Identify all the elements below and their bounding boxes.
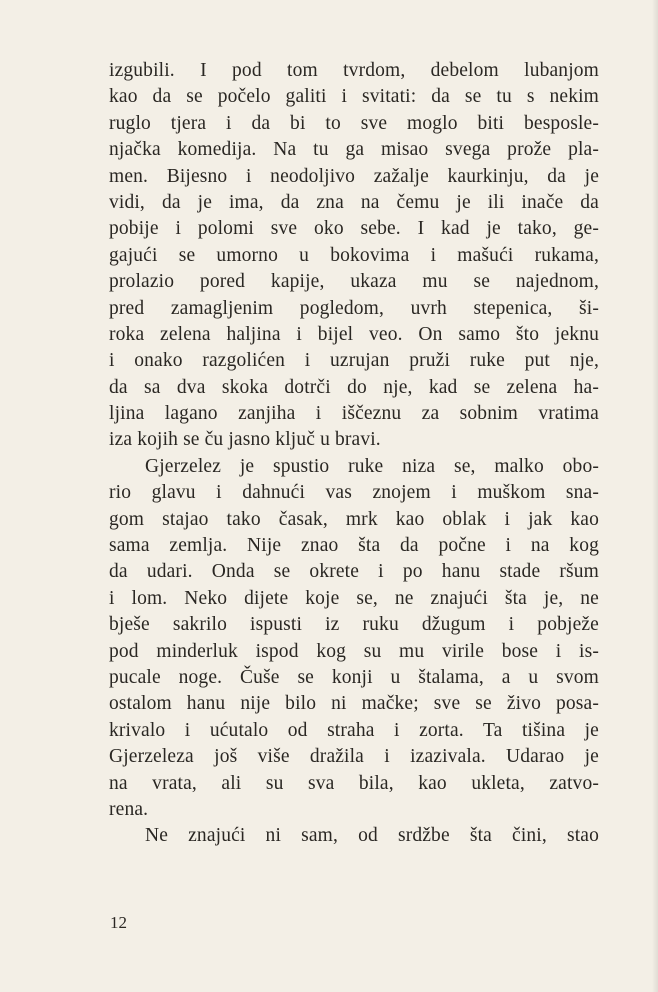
- text-line: Ne znajući ni sam, od srdžbe šta čini, stao: [145, 825, 599, 847]
- text-line: i onako razgolićen i uzrujan pruži ruke put nje,: [109, 350, 599, 372]
- text-line: krivalo i ućutalo od straha i zorta. Ta tišina je: [109, 719, 599, 741]
- text-line: vidi, da je ima, da zna na čemu je ili inače da: [109, 191, 599, 213]
- text-line: da sa dva skoka dotrči do nje, kad se zelena ha-: [109, 376, 599, 398]
- text-line: na vrata, ali su sva bila, kao ukleta, zatvo-: [109, 772, 599, 794]
- text-line: bješe sakrilo ispusti iz ruku džugum i pobježe: [109, 614, 599, 636]
- text-line: men. Bijesno i neodoljivo zažalje kaurkinju, da je: [109, 165, 599, 187]
- text-line: pred zamagljenim pogledom, uvrh stepenica, ši-: [109, 297, 599, 319]
- text-line: roka zelena haljina i bijel veo. On samo što jeknu: [109, 323, 599, 345]
- text-line: izgubili. I pod tom tvrdom, debelom lubanjom: [109, 60, 599, 81]
- page-number: 12: [110, 913, 127, 932]
- text-line: sama zemlja. Nije znao šta da počne i na kog: [109, 535, 599, 557]
- text-line: kao da se počelo galiti i svitati: da se tu s nekim: [109, 86, 599, 108]
- page-edge-shadow: [652, 0, 658, 992]
- text-line: ostalom hanu nije bilo ni mačke; sve se živo posa-: [109, 693, 599, 715]
- text-line: pucale noge. Čuše se konji u štalama, a u svom: [109, 666, 599, 688]
- text-line: rena.: [109, 798, 149, 820]
- text-line: ruglo tjera i da bi to sve moglo biti besposle-: [109, 112, 599, 134]
- text-line: gom stajao tako časak, mrk kao oblak i jak kao: [109, 508, 599, 530]
- text-line: Gjerzeleza još više dražila i izazivala. Udarao je: [109, 746, 599, 768]
- text-line: njačka komedija. Na tu ga misao svega prože pla-: [109, 139, 599, 161]
- text-line: rio glavu i dahnući vas znojem i muškom sna-: [109, 482, 599, 504]
- text-line: prolazio pored kapije, ukaza mu se najednom,: [109, 271, 599, 293]
- text-line: gajući se umorno u bokovima i mašući rukama,: [109, 244, 599, 266]
- text-line: da udari. Onda se okrete i po hanu stade ršum: [109, 561, 599, 583]
- text-line: pod minderluk ispod kog su mu virile bose i is-: [109, 640, 599, 662]
- text-line: iza kojih se ču jasno ključ u bravi.: [109, 429, 381, 451]
- text-line: Gjerzelez je spustio ruke niza se, malko obo-: [145, 455, 599, 477]
- text-line: i lom. Neko dijete koje se, ne znajući šta je, ne: [109, 587, 599, 609]
- text-line: pobije i polomi sve oko sebe. I kad je tako, ge-: [109, 218, 599, 240]
- body-text: [109, 58, 599, 850]
- text-line: ljina lagano zanjiha i iščeznu za sobnim vratima: [109, 403, 599, 425]
